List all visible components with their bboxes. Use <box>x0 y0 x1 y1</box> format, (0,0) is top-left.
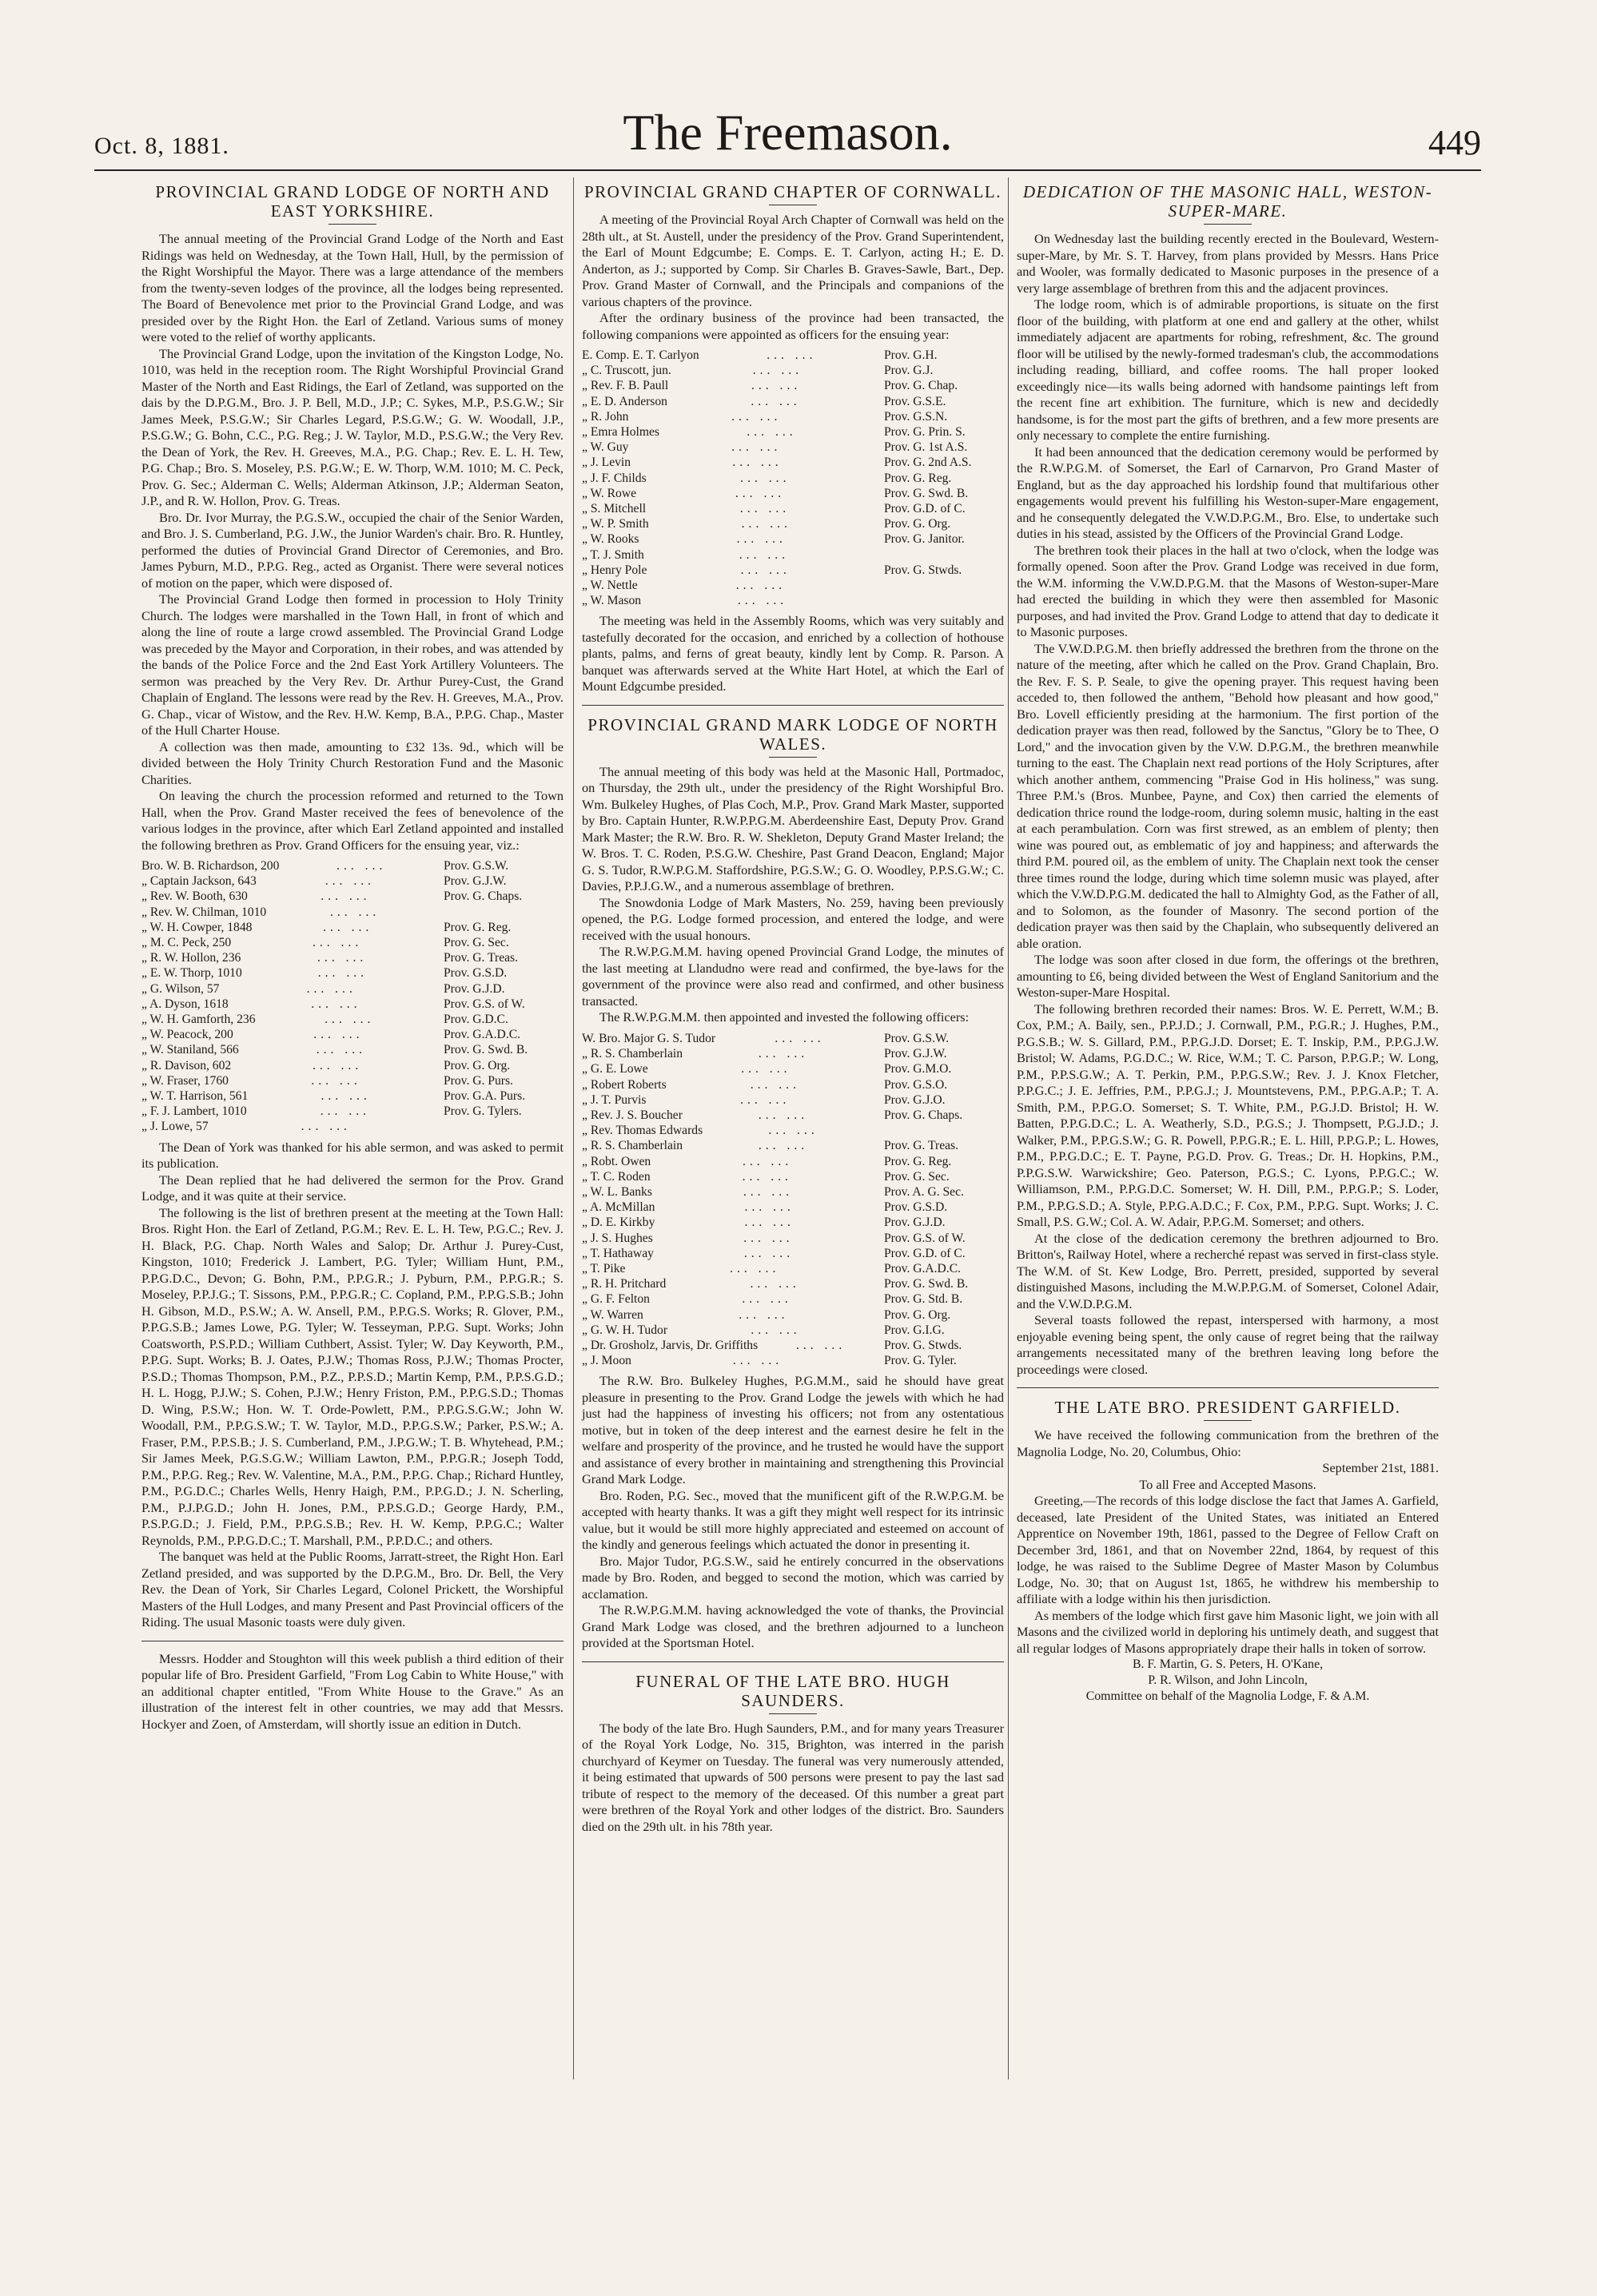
officer-name: „ R. W. Hollon, 236 <box>141 951 241 965</box>
officer-office: Prov. G.J. <box>884 364 934 378</box>
issue-date: Oct. 8, 1881. <box>94 133 229 159</box>
officer-office: Prov. G.S. of W. <box>884 1231 966 1245</box>
leader-dots: ... ... <box>741 517 791 531</box>
leader-dots: ... ... <box>750 1077 800 1092</box>
officer-row <box>141 920 564 935</box>
officer-office: Prov. G. Treas. <box>444 951 518 965</box>
paragraph: At the close of the dedication ceremony the brethren adjourned to Bro. Britton's, Railway Hotel, where a recherché repast was served in first-class style. The W.M. of St. Kew Lodge, Bro. Perrett, presided, supported by several distinguished Masons, including the M.W.P.P.G.M. of Somerset, Colonel Adair, and the V.W.D.P.G.M. <box>1017 1230 1439 1311</box>
paragraph: The meeting was held in the Assembly Rooms, which was very suitably and tastefully decorated for the occasion, and enriched by a collection of hothouse plants, palms, and ferns of great beauty, kindly lent by Comp. R. Parson. A banquet was afterwards served at the White Hart Hotel, at which the Earl of Mount Edgcumbe presided. <box>582 613 1004 694</box>
leader-dots: ... ... <box>740 471 791 485</box>
officer-row <box>582 409 1004 424</box>
paragraph: Bro. Major Tudor, P.G.S.W., said he entirely concurred in the observations made by Bro. Roden, and begged to second the motion, which was carried by acclamation. <box>582 1553 1004 1602</box>
officer-name: „ Henry Pole <box>582 563 647 577</box>
leader-dots: ... ... <box>744 1200 795 1215</box>
paragraph: The R.W.P.G.M.M. then appointed and invested the following officers: <box>599 1009 970 1025</box>
officer-row <box>582 1031 1004 1046</box>
leader-dots: ... ... <box>751 379 802 393</box>
officer-row <box>582 1215 1004 1230</box>
column-divider-2 <box>1008 177 1009 2079</box>
leader-dots: ... ... <box>317 951 368 965</box>
officer-office: Prov. G.A.D.C. <box>884 1262 962 1275</box>
signature-line: B. F. Martin, G. S. Peters, H. O'Kane, <box>1132 1657 1324 1671</box>
officer-row <box>582 1184 1004 1200</box>
newspaper-title: The Freemason. <box>623 104 953 161</box>
officer-office: Prov. G. Org. <box>884 1307 951 1322</box>
paragraph: The body of the late Bro. Hugh Saunders, P.M., and for many years Treasurer of the Royal York Lodge, No. 315, Brighton, was interred in the parish churchyard of Keymer on Tuesday. The funeral was very numerously attended, it being estimated that upwards of 500 persons were present to pay the last sad tribute of respect to the memory of the deceased. Of this number a great part were brethren of the Royal York and other lodges of the district. Bro. Saunders died on the 29th ult. in his 78th year. <box>582 1720 1004 1834</box>
leader-dots: ... ... <box>316 1043 366 1057</box>
article-heading-garfield: THE LATE BRO. PRESIDENT GARFIELD. <box>1054 1398 1401 1417</box>
paragraph: On leaving the church the procession reformed and returned to the Town Hall, when the Prov. Grand Master received the fees of benevolence of the various lodges in the province, after which Earl Zetland appointed and installed the following brethren as Prov. Grand Officers for the ensuing year, viz.: <box>141 788 564 853</box>
officer-row <box>582 1307 1004 1323</box>
leader-dots: ... ... <box>742 1154 793 1168</box>
leader-dots: ... ... <box>311 997 361 1011</box>
officer-name: „ W. Rooks <box>582 532 639 547</box>
officer-row <box>582 593 1004 608</box>
officer-office: Prov. G. Swd. B. <box>444 1043 528 1057</box>
paragraph: The lodge room, which is of admirable proportions, is situate on the first floor of the building, with platform at one end and gallery at the other, whilst immediately adjacent are apartments for robing, refreshment, &c. The ground floor will be utilised by the newly-formed tradesman's club, the accommodations including reading, billiard, and coffee rooms. The hall proper looked exceedingly nice—its walls being adorned with handsome paintings left from the recent fine art exhibition. The furniture, which is new and decidedly handsome, is for the most part the gifts of brethren, and a few more presents are only necessary to complete the entire furnishing. <box>1017 296 1439 443</box>
officer-row <box>582 1123 1004 1138</box>
section-rule <box>582 705 1004 706</box>
officer-name: „ J. F. Childs <box>582 471 647 485</box>
officer-office <box>444 905 564 920</box>
dateline: September 21st, 1881. <box>1322 1460 1439 1475</box>
officer-name: „ W. Nettle <box>582 579 638 593</box>
officer-office: Prov. G. Reg. <box>444 920 512 934</box>
officer-row <box>141 1119 564 1134</box>
officer-row <box>141 905 564 920</box>
officer-name: „ G. Wilson, 57 <box>141 981 220 996</box>
leader-dots: ... ... <box>739 502 791 516</box>
officer-office: Prov. G.J.D. <box>884 1216 946 1230</box>
officer-row <box>141 950 564 965</box>
officer-row <box>582 348 1004 363</box>
officer-name: „ J. Levin <box>582 456 631 470</box>
officer-row <box>582 1291 1004 1307</box>
officer-row <box>582 455 1004 470</box>
article-heading-funeral: FUNERAL OF THE LATE BRO. HUGH SAUNDERS. <box>635 1671 950 1710</box>
officer-office: Prov. G. Sec. <box>884 1169 950 1184</box>
officer-name: „ R. S. Chamberlain <box>582 1139 683 1153</box>
officer-office: Prov. G.D.C. <box>444 1013 508 1027</box>
officer-row <box>141 1088 564 1104</box>
officer-name: „ A. McMillan <box>582 1200 655 1215</box>
paragraph: Several toasts followed the repast, interspersed with harmony, a most enjoyable evening being spent, the only cause of regret being that the railway arrangements necessitated many of the brethren leaving long before the proceedings were closed. <box>1017 1312 1439 1377</box>
officer-row <box>582 1154 1004 1169</box>
officer-name: „ J. Lowe, 57 <box>141 1120 209 1134</box>
officer-row <box>141 889 564 904</box>
officer-row <box>582 547 1004 563</box>
leader-dots: ... ... <box>737 594 788 608</box>
section-rule <box>582 1661 1004 1662</box>
leader-dots: ... ... <box>320 1104 370 1119</box>
officer-name: „ E. D. Anderson <box>582 394 667 408</box>
officer-row <box>582 440 1004 455</box>
leader-dots: ... ... <box>744 1216 795 1230</box>
leader-dots: ... ... <box>301 1120 351 1134</box>
officer-office: Prov. G.M.O. <box>884 1062 952 1076</box>
leader-dots: ... ... <box>736 532 787 547</box>
officer-row <box>582 1108 1004 1123</box>
paragraph: The lodge was soon after closed in due form, the offerings ot the brethren, amounting to £6, being divided between the West of England Sanitorium and the Weston-super-Mare Hospital. <box>1017 952 1439 1000</box>
leader-dots: ... ... <box>311 1073 361 1088</box>
officer-row <box>141 997 564 1012</box>
leader-dots: ... ... <box>317 966 368 981</box>
paragraph: On Wednesday last the building recently erected in the Boulevard, Western-super-Mare, by Mr. S. T. Harvey, from plans provided by Messrs. Hans Price and Wooler, was formally dedicated to Masonic purposes in the presence of a very large assemblage of brethren from this and the adjacent provinces. <box>1017 231 1439 296</box>
officer-office: Prov. G. Stwds. <box>884 1339 962 1353</box>
leader-dots: ... ... <box>735 486 786 500</box>
officer-name: „ W. H. Cowper, 1848 <box>141 920 253 934</box>
leader-dots: ... ... <box>321 1089 371 1104</box>
officer-row <box>582 1323 1004 1338</box>
officer-name: „ E. W. Thorp, 1010 <box>141 966 242 981</box>
officer-name: „ F. J. Lambert, 1010 <box>141 1104 247 1119</box>
leader-dots: ... ... <box>306 981 356 996</box>
officer-office: Prov. G.H. <box>884 348 938 362</box>
officer-name: „ Robert Roberts <box>582 1077 667 1092</box>
officer-name: „ W. T. Harrison, 561 <box>141 1089 249 1104</box>
officer-list <box>141 858 564 1135</box>
signature-line: P. R. Wilson, and John Lincoln, <box>1148 1673 1308 1687</box>
officer-row <box>141 1042 564 1057</box>
officer-office: Prov. G. Std. B. <box>884 1292 963 1307</box>
officer-name: „ W. P. Smith <box>582 517 649 531</box>
leader-dots: ... ... <box>743 1184 794 1199</box>
column-3 <box>1017 176 1439 1705</box>
officer-office: Prov. G. Prin. S. <box>884 425 966 440</box>
officer-office: Prov. G.S.N. <box>884 409 948 424</box>
officer-name: „ W. Fraser, 1760 <box>141 1073 229 1088</box>
leader-dots: ... ... <box>321 889 371 904</box>
officer-row <box>141 965 564 981</box>
officer-row <box>141 1058 564 1073</box>
officer-name: „ J. S. Hughes <box>582 1231 653 1245</box>
officer-row <box>582 1077 1004 1092</box>
officer-row <box>141 935 564 950</box>
salutation: To all Free and Accepted Masons. <box>1139 1476 1316 1492</box>
heading-rule <box>769 1713 817 1714</box>
officer-name: „ S. Mitchell <box>582 502 647 516</box>
leader-dots: ... ... <box>732 456 783 470</box>
officer-office: Prov. G. Reg. <box>884 471 952 485</box>
officer-name: „ Rev. J. S. Boucher <box>582 1108 683 1122</box>
officer-name: „ W. Guy <box>582 440 629 455</box>
leader-dots: ... ... <box>758 1047 809 1061</box>
signature-line: Committee on behalf of the Magnolia Lodge, F. & A.M. <box>1085 1689 1370 1703</box>
column-2 <box>582 176 1004 1835</box>
leader-dots: ... ... <box>337 859 387 873</box>
masthead-rule <box>94 169 1481 171</box>
paragraph: A meeting of the Provincial Royal Arch Chapter of Cornwall was held on the 28th ult., at St. Austell, under the presidency of the Prov. Grand Superintendent, the Earl of Mount Edgcumbe; E. Comps. E. T. Carlyon, acting H.; E. D. Anderton, as J.; supported by Comp. Sir Charles B. Graves-Sawle, Bart., Dep. Prov. Grand Master of Cornwall, and the Principals and companions of the various chapters of the province. <box>582 212 1004 309</box>
officer-row <box>582 1338 1004 1353</box>
officer-name: E. Comp. E. T. Carlyon <box>582 348 699 362</box>
leader-dots: ... ... <box>742 1292 792 1307</box>
masthead <box>94 102 1481 166</box>
leader-dots: ... ... <box>743 1231 794 1245</box>
officer-row <box>141 1104 564 1119</box>
page-number: 449 <box>1428 123 1481 162</box>
officer-name: „ R. S. Chamberlain <box>582 1047 683 1061</box>
officer-name: „ R. Davison, 602 <box>141 1058 232 1072</box>
heading-rule <box>1204 1420 1252 1421</box>
leader-dots: ... ... <box>742 1169 792 1184</box>
officer-office: Prov. G.D. of C. <box>884 502 966 516</box>
officer-row <box>582 1138 1004 1153</box>
officer-row <box>582 563 1004 578</box>
leader-dots: ... ... <box>743 1246 795 1260</box>
paragraph: Bro. Dr. Ivor Murray, the P.G.S.W., occupied the chair of the Senior Warden, and Bro. J. S. Cumberland, P.G. J.W., the Junior Warden's chair. Bro. R. Huntley, performed the duties of Provincial Grand Director of Ceremonies, and Bro. James Pyburn, M.D., P.P.G. Reg., acted as Organist. There were several notices of motion on the paper, which were disposed of. <box>141 509 564 591</box>
officer-name: „ Rev. W. Chilman, 1010 <box>141 905 267 919</box>
paragraph: Messrs. Hodder and Stoughton will this week publish a third edition of their popular life of Bro. President Garfield, "From Log Cabin to White House," with an additional chapter entitled, "From White House to the Grave." As an illustration of the interest felt in other countries, we may add that Messrs. Hockyer and Zoen, of Amsterdam, will shortly issue an edition in Dutch. <box>141 1650 564 1732</box>
officer-name: „ Emra Holmes <box>582 425 659 440</box>
officer-name: „ Rev. W. Booth, 630 <box>141 889 248 904</box>
leader-dots: ... ... <box>758 1139 809 1153</box>
officer-row <box>582 1276 1004 1291</box>
officer-row <box>141 858 564 873</box>
officer-row <box>141 1027 564 1042</box>
officer-office <box>444 1119 564 1134</box>
officer-office: Prov. G. Janitor. <box>884 532 965 547</box>
leader-dots: ... ... <box>739 1307 789 1322</box>
officer-row <box>582 1092 1004 1108</box>
article-heading-dedication: DEDICATION OF THE MASONIC HALL, WESTON-SUPER-MARE. <box>1022 182 1433 221</box>
officer-row <box>141 873 564 889</box>
heading-rule <box>769 757 817 758</box>
paragraph: After the ordinary business of the province had been transacted, the following companions were appointed as officers for the ensuing year: <box>582 310 1004 342</box>
officer-office: Prov. A. G. Sec. <box>884 1184 964 1199</box>
leader-dots: ... ... <box>735 579 787 593</box>
leader-dots: ... ... <box>795 1339 846 1353</box>
officer-office: Prov. G. Sec. <box>444 936 509 950</box>
officer-office: Prov. G. Chap. <box>884 379 958 393</box>
officer-row <box>582 363 1004 378</box>
officer-office: Prov. G. Treas. <box>884 1139 958 1153</box>
officer-row <box>582 1200 1004 1215</box>
leader-dots: ... ... <box>751 1323 801 1337</box>
officer-office: Prov. G. Stwds. <box>884 563 962 577</box>
section-rule <box>1017 1387 1439 1388</box>
officer-office: Prov. G. Org. <box>444 1058 511 1072</box>
officer-name: „ G. W. H. Tudor <box>582 1323 668 1337</box>
officer-name: „ Captain Jackson, 643 <box>141 874 257 889</box>
officer-row <box>582 516 1004 531</box>
officer-office: Prov. G.S.E. <box>884 394 946 408</box>
officer-office: Prov. G.A. Purs. <box>444 1089 526 1104</box>
heading-rule <box>329 224 376 225</box>
officer-office: Prov. G.S.D. <box>444 966 508 981</box>
officer-name: „ Rev. Thomas Edwards <box>582 1124 703 1138</box>
officer-name: „ M. C. Peck, 250 <box>141 936 232 950</box>
leader-dots: ... ... <box>732 1354 783 1368</box>
officer-row <box>582 1246 1004 1261</box>
officer-name: „ Dr. Grosholz, Jarvis, Dr. Griffiths <box>582 1339 759 1353</box>
officer-name: W. Bro. Major G. S. Tudor <box>582 1031 716 1045</box>
leader-dots: ... ... <box>329 905 380 919</box>
paragraph: The R.W. Bro. Bulkeley Hughes, P.G.M.M., said he should have great pleasure in presenting to the Prov. Grand Lodge the jewels with which he had just had the happiness of investing his officers; not from any ostentatious motive, but in token of the deep interest and the earnest desire he felt in the welfare and prosperity of the province, and he trusted he would have the support and assistance of every brother in maintaining and strengthening this Provincial Grand Mark Lodge. <box>582 1373 1004 1487</box>
paragraph: We have received the following communication from the brethren of the Magnolia Lodge, No. 20, Columbus, Ohio: <box>1017 1427 1439 1459</box>
officer-row <box>582 424 1004 440</box>
officer-row <box>582 1231 1004 1246</box>
officer-name: „ T. J. Smith <box>582 547 644 562</box>
officer-office: Prov. G.D. of C. <box>884 1246 966 1260</box>
paragraph: The R.W.P.G.M.M. having opened Provincial Grand Lodge, the minutes of the last meeting at Llandudno were read and confirmed, the bye-laws for the government of the province were also read and confirmed, and other business transacted. <box>582 944 1004 1009</box>
paragraph: The annual meeting of this body was held at the Masonic Hall, Portmadoc, on Thursday, the 29th ult., under the presidency of the Right Worshipful Bro. Wm. Bulkeley Hughes, of Plas Coch, M.P., Prov. Grand Mark Master, supported by Bro. Captain Hunter, R.W.P.P.G.M. Aberdeenshire East, Deputy Prov. Grand Mark Master; the R.W. Bro. R. W. Shekleton, Deputy Grand Master Ireland; the W. Bros. T. C. Roden, P.S.G.W. Cheshire, Past Grand Deacon, England; Major G. S. Tudor, R.W.P.G.M. Staffordshire, P.G.S.W.; G. O. Woodley, P.P.S.G.W.; C. Davies, P.P.J.G.W., and a numerous assemblage of brethren. <box>582 763 1004 894</box>
officer-row <box>582 578 1004 593</box>
paragraph: The brethren took their places in the hall at two o'clock, when the lodge was formally opened. Soon after the Prov. Grand Lodge was received in due form, the W.M. informing the V.W.D.P.G.M. that the Masons of Weston-super-Mare had erected the building in which they were then assembled for Masonic purposes, and had invited the Prov. Grand Lodge to attend that day to dedicate it to Masonic purposes. <box>1017 542 1439 639</box>
leader-dots: ... ... <box>323 920 373 934</box>
leader-dots: ... ... <box>312 1058 363 1072</box>
paragraph: The following brethren recorded their names: Bros. W. E. Perrett, W.M.; B. Cox, P.M.; A. Baily, sen., P.P.J.D.; J. Cornwall, P.M., P.G.R.; J. Hughes, P.M., P.G.S.B.; W. S. Gillard, P.M., P.P.G.J.D. Dorset; E. T. Inskip, P.M., P.P.G.J.W. Bristol; W. Adams, P.G.D.C.; W. Rice, W.M.; T. C. Parson, P.P.G.P.; W. Long, P.M., P.P.S.G.W.; A. T. Perkin, P.M., P.P.G.S.W.; Rev. J. J. Knox Fletcher, P.P.G.C.; J. E. Jeffries, P.M., P.P.G.J.; J. Mountstevens, P.M., P.P.G.A.P.; T. A. Smith, P.M., P.P.G.O. Somerset; S. T. White, P.M., P.G.J.D. Bristol; H. W. Batten, P.P.G.D.C.; L. A. Weatherly, S.D., P.G.S.; J. Thompsett, P.G.J.D.; J. Walker, P.M., P.P.G.S.W.; G. R. Powell, P.P.G.R.; E. L. Hill, P.P.G.P.; L. Howes, P.M., P.P.G.D.C.; E. T. Payne, P.G.D. Prov. G. Treas.; Dr. H. Hopkins, P.M., P.P.G.S.W. Warwickshire; Geo. Paterson, P.G.S.; C. Lyons, P.P.G.C.; W. Williamson, P.M., P.P.G.D.C. Somerset; W. H. Dill, P.M., P.P.G.P.; S. Loder, P.M., P.P.G.S.D.; A. Style, P.P.G.A.D.C.; F. Cox, P.M., P.P.G. Supt. Works; J. C. Small, P.S. G.W.; Col. A. W. Adair, P.P.G.M. Somerset; and others. <box>1017 1001 1439 1229</box>
officer-office: Prov. G. Tylers. <box>444 1104 522 1119</box>
officer-name: „ G. E. Lowe <box>582 1062 648 1076</box>
leader-dots: ... ... <box>740 563 791 577</box>
officer-office: Prov. G. Reg. <box>884 1154 952 1168</box>
officer-office: Prov. G.S.W. <box>884 1031 950 1045</box>
paragraph: Greeting,—The records of this lodge disclose the fact that James A. Garfield, deceased, late President of the United States, was initiated an Entered Apprentice on November 19th, 1861, passed to the Degree of Fellow Craft on December 3rd, 1861, and that on November 22nd, 1864, by request of this lodge, he was raised to the Sublime Degree of Master Mason by Columbus Lodge, No. 30; that on August 1st, 1865, he withdrew his membership to affiliate with a lodge within his then jurisdiction. <box>1017 1493 1439 1606</box>
leader-dots: ... ... <box>325 874 376 889</box>
officer-row <box>582 531 1004 547</box>
officer-name: „ W. H. Gamforth, 236 <box>141 1013 256 1027</box>
leader-dots: ... ... <box>751 394 801 408</box>
paragraph: The Snowdonia Lodge of Mark Masters, No. 259, having been previously opened, the P.G. Lodge formed procession, and entered the lodge, and were received with the usual honours. <box>582 894 1004 943</box>
officer-row <box>582 1046 1004 1061</box>
leader-dots: ... ... <box>775 1031 825 1045</box>
paragraph: It had been announced that the dedication ceremony would be performed by the R.W.P.G.M. of Somerset, the Earl of Carnarvon, Pro Grand Master of England, but as the day approached his lordship found that multifarious other engagements would prevent his fulfilling his Weston-super-Mare engagement, and he consequently delegated the V.W.D.P.G.M., Bro. Else, to undertake such duties in his stead, assisted by the Officers of the Provincial Grand Lodge. <box>1017 444 1439 541</box>
officer-name: „ A. Dyson, 1618 <box>141 997 229 1011</box>
officer-office: Prov. G.J.D. <box>444 981 505 996</box>
officer-list <box>582 1031 1004 1368</box>
paragraph: The Provincial Grand Lodge, upon the invitation of the Kingston Lodge, No. 1010, was held in the reception room. The Right Worshipful Provincial Grand Master of the North and East Ridings, the Earl of Zetland, was supported on the dais by the D.P.G.M., Bro. J. P. Bell, M.D., J.P.; C. Sykes, M.P., P.S.G.W.; Sir James Meek, P.S.G.W.; Sir Charles Legard, P.S.G.W.; G. W. Woodall, J.P., P.S.G.W.; G. Bohn, C.C., P.G. Reg.; J. W. Taylor, M.D., P.S.G.W.; the Very Rev. the Dean of York, the Rev. H. Greeves, M.A., P.G. Chap.; Rev. E. L. H. Tew, P.G. Chap.; Bro. S. Moseley, P.S. P.G.W.; E. W. Thorp, W.M. 1010; M. C. Peck, Prov. G. Sec.; Alderman C. Wells; Alderman Atkinson, J.P.; Alderman Seaton, J.P., and R. W. Hollon, Prov. G. Treas. <box>141 345 564 508</box>
officer-office <box>884 547 1004 563</box>
officer-office: Prov. G. 1st A.S. <box>884 440 968 455</box>
officer-name: Bro. W. B. Richardson, 200 <box>141 859 280 873</box>
officer-office: Prov. G. Chaps. <box>444 889 523 904</box>
leader-dots: ... ... <box>730 1262 780 1275</box>
officer-name: „ W. Rowe <box>582 486 637 500</box>
leader-dots: ... ... <box>758 1108 809 1122</box>
leader-dots: ... ... <box>312 936 363 950</box>
officer-row <box>141 1012 564 1027</box>
paragraph: The following is the list of brethren present at the meeting at the Town Hall: Bros. Right Hon. the Earl of Zetland, P.G.M.; Rev. E. L. H. Tew, P.G.C.; Rev. J. H. Black, P.G. Chap. North Wales and Salop; Dr. Arthur J. Purey-Cust, Kingston, 1010; Frederick J. Lambert, P.G. Tyler; William Hunt, P.M., P.P.G.D.C., Devon; G. Bohn, P.M., P.P.G.R.; J. Pyburn, P.M., P.P.G.R.; S. Moseley, P.P.J.G.; T. Sissons, P.M., P.P.G.R.; C. Copland, P.M., P.P.G.S.B.; John H. Gibson, M.D., P.S.W.; A. W. Ansell, P.M., P.P.G.S. Works; R. Glover, P.M., P.P.G.S.B.; James Lowe, P.G. Tyler; W. Tesseyman, P.P.G. Supt. Works; John Coatsworth, P.S.P.D.; William Cuthbert, Assist. Tyler; W. Day Keyworth, P.M., P.P.G. Supt. Works; B. J. Oates, P.J.W.; Thomas Ross, P.J.W.; Thomas Procter, P.S.D.; Thomas Thompson, P.M., P.Z., P.P.S.D.; Martin Kemp, P.M., P.P.S.G.D.; H. L. Hogg, P.J.W.; S. Cohen, P.J.W.; Henry Friston, P.M., P.P.G.S.D.; Thomas D. Wing, P.S.W.; Hon. W. T. Orde-Powlett, P.M., P.P.G.S.G.W.; John W. Woodall, P.M., P.P.G.S.W.; T. W. Taylor, M.D., P.P.G.S.W.; Parker, P.S.W.; A. Fraser, P.M., P.P.S.B.; J. S. Cumberland, P.M., J.P.G.W.; T. B. Whytehead, P.M.; Sir James Meek, P.G.S.G.W.; William Lawton, P.M., P.P.G.R.; Joseph Todd, P.M., P.P.G. Reg.; Rev. W. Valentine, M.A., P.M., P.P.G. Chap.; Richard Huntley, P.M., P.G.D.C.; Charles Wells, Henry Haigh, P.M., P.P.G.D.; J. N. Scherling, P.M., P.J.P.G.D.; John H. Jones, P.M., P.P.S.G.D.; George Hardy, P.M., P.S.P.G.D.; J. Field, P.M., P.P.G.S.B.; Rev. H. W. Kemp, P.P.G.C.; Walter Reynolds, P.M., P.P.G.D.C.; T. Marshall, P.M., P.P.D.C.; and others. <box>141 1204 564 1548</box>
officer-office: Prov. G.J.W. <box>884 1047 947 1061</box>
heading-rule <box>1204 224 1252 225</box>
article-heading-north-wales: PROVINCIAL GRAND MARK LODGE OF NORTH WALES. <box>587 714 998 754</box>
officer-row <box>582 394 1004 409</box>
leader-dots: ... ... <box>740 1092 791 1107</box>
officer-office: Prov. G. Tyler. <box>884 1354 957 1368</box>
officer-office: Prov. G.J.W. <box>444 874 507 889</box>
paragraph: The Provincial Grand Lodge then formed in procession to Holy Trinity Church. The lodges were marshalled in the Town Hall, in front of which and along the line of route a large crowd assembled. The Provincial Grand Lodge was preceded by the Mayor and Corporation, in their robes, and was attended by the bands of the Police Force and the 2nd East York Artillery Volunteers. The sermon was preached by the Very Rev. Dr. Arthur Purey-Cust, the Grand Chaplain of England. The lessons were read by the Rev. H. Greeves, M.A., Prov. G. Chap., vicar of Wistow, and the Rev. H.W. Kemp, B.A., P.P.G. Chap., Master of the Hull Charter House. <box>141 591 564 738</box>
officer-office <box>884 1123 1004 1138</box>
officer-office: Prov. G.S. of W. <box>444 997 525 1011</box>
officer-row <box>582 1353 1004 1368</box>
officer-row <box>141 981 564 997</box>
leader-dots: ... ... <box>325 1013 375 1027</box>
officer-office: Prov. G.S.W. <box>444 859 509 873</box>
officer-office: Prov. G.J.O. <box>884 1092 946 1107</box>
officer-name: „ J. Moon <box>582 1354 631 1368</box>
paragraph: The Dean of York was thanked for his able sermon, and was asked to permit its publication. <box>141 1139 564 1172</box>
leader-dots: ... ... <box>731 440 782 455</box>
officer-name: „ T. Hathaway <box>582 1246 654 1260</box>
leader-dots: ... ... <box>767 348 817 362</box>
officer-office <box>884 578 1004 593</box>
column-1 <box>141 176 564 1733</box>
officer-office: Prov. G.S.D. <box>884 1200 948 1215</box>
officer-name: „ T. Pike <box>582 1262 626 1275</box>
paragraph: The annual meeting of the Provincial Grand Lodge of the North and East Ridings was held on Wednesday, at the Town Hall, Hull, by the permission of the Right Worshipful the Mayor. There was a large attendance of the members from the twenty-seven lodges of the province, all the lodges being represented. The Board of Benevolence met prior to the Provincial Grand Lodge, and was presided over by the Right Hon. the Earl of Zetland. Various sums of money were voted to the relief of worthy applicants. <box>141 231 564 344</box>
paragraph: A collection was then made, amounting to £32 13s. 9d., which will be divided between the Holy Trinity Church Restoration Fund and the Masonic Charities. <box>141 738 564 787</box>
column-divider-1 <box>573 177 574 2079</box>
officer-name: „ W. Warren <box>582 1307 643 1322</box>
officer-name: „ R. John <box>582 409 629 424</box>
paragraph: Bro. Roden, P.G. Sec., moved that the munificent gift of the R.W.P.G.M. be accepted with hearty thanks. It was a gift they might well respect for its intrinsic value, but it would be still more highly appreciated and esteemed on account of the kindly and generous feelings which actuated the donor in presenting it. <box>582 1487 1004 1553</box>
article-heading-cornwall: PROVINCIAL GRAND CHAPTER OF CORNWALL. <box>584 182 1002 201</box>
officer-name: „ J. T. Purvis <box>582 1092 647 1107</box>
officer-name: „ T. C. Roden <box>582 1169 651 1184</box>
officer-office <box>884 593 1004 608</box>
officer-office: Prov. G. Chaps. <box>884 1108 963 1122</box>
paragraph: The V.W.D.P.G.M. then briefly addressed the brethren from the throne on the nature of the meeting, after which he called on the Prov. Grand Chaplain, Bro. the Rev. F. S. P. Seale, to give the opening prayer. This request having been acceded to, then followed the anthem, "Behold how pleasant and how good," Bro. Lovell efficiently presiding at the harmonium. The first portion of the dedication prayer was then read, followed by the Sanctus, "Glory be to Thee, O Lord," and the invocation given by the V.W. D.P.G.M., the brethren meanwhile turning to the east. The Chaplain next read portions of the Holy Scriptures, after which another anthem, commencing "Praise God in His holiness," was sung. Three P.M.'s (Bros. Munbee, Payne, and Cox) then carried the elements of dedication thrice round the lodge-room, during solemn music, halting in the east at each perambulation. Corn was first strewed, as an emblem of plenty; then wine was poured out, as emblematic of joy and happiness; and afterwards the third P.M. poured oil, as the emblem of unity. The Chaplain next took the censer three times round the lodge, during which time solemn music was played, after which the V.W.D.P.G.M. dedicated the hall to Almighty God, as the Father of all, and to Solomon, as the founder of Masonry. The second portion of the dedication prayer was then said by the Chaplain, who subsequently delivered an able oration. <box>1017 640 1439 951</box>
officer-name: „ W. L. Banks <box>582 1184 652 1199</box>
leader-dots: ... ... <box>313 1028 364 1042</box>
paragraph: The banquet was held at the Public Rooms, Jarratt-street, the Right Hon. Earl Zetland presided, and was supported by the D.P.G.M., Bro. Dr. Bell, the Very Rev. the Dean of York, Sir Charles Legard, Colonel Prickett, the Worshipful Masters of the Hull Lodges, and many Present and Past Provincial officers of the Riding. The usual Masonic toasts were duly given. <box>141 1549 564 1630</box>
paragraph: The R.W.P.G.M.M. having acknowledged the vote of thanks, the Provincial Grand Mark Lodge was closed, and the brethren adjourned to a luncheon provided at the Sportsman Hotel. <box>582 1602 1004 1651</box>
officer-row <box>582 1261 1004 1276</box>
officer-name: „ D. E. Kirkby <box>582 1216 655 1230</box>
officer-row <box>141 1073 564 1088</box>
officer-name: „ W. Staniland, 566 <box>141 1043 239 1057</box>
officer-name: „ Robt. Owen <box>582 1154 651 1168</box>
officer-office: Prov. G. Org. <box>884 517 951 531</box>
leader-dots: ... ... <box>752 364 803 378</box>
officer-office: Prov. G.I.G. <box>884 1323 945 1337</box>
leader-dots: ... ... <box>750 1277 800 1291</box>
officer-name: „ G. F. Felton <box>582 1292 650 1307</box>
leader-dots: ... ... <box>731 409 782 424</box>
officer-office: Prov. G. Swd. B. <box>884 486 969 500</box>
officer-office: Prov. G. 2nd A.S. <box>884 456 972 470</box>
officer-office: Prov. G. Purs. <box>444 1073 513 1088</box>
officer-row <box>582 501 1004 516</box>
officer-office: Prov. G.A.D.C. <box>444 1028 521 1042</box>
officer-name: „ W. Peacock, 200 <box>141 1028 233 1042</box>
officer-name: „ W. Mason <box>582 594 642 608</box>
leader-dots: ... ... <box>747 425 797 440</box>
officer-row <box>582 1169 1004 1184</box>
officer-row <box>582 1061 1004 1076</box>
paragraph: The Dean replied that he had delivered the sermon for the Prov. Grand Lodge, and it was quite at their service. <box>141 1172 564 1204</box>
officer-row <box>582 378 1004 393</box>
article-heading-yorkshire: PROVINCIAL GRAND LODGE OF NORTH AND EAST YORKSHIRE. <box>155 182 550 221</box>
officer-name: „ C. Truscott, jun. <box>582 364 671 378</box>
leader-dots: ... ... <box>741 1062 791 1076</box>
officer-name: „ R. H. Pritchard <box>582 1277 667 1291</box>
officer-office: Prov. G. Swd. B. <box>884 1277 969 1291</box>
officer-name: „ Rev. F. B. Paull <box>582 379 669 393</box>
officer-list <box>582 348 1004 608</box>
officer-row <box>582 486 1004 501</box>
officer-office: Prov. G.S.O. <box>884 1077 948 1092</box>
paragraph: As members of the lodge which first gave him Masonic light, we join with all Masons and the civilized world in deploring his untimely death, and suggest that all regular lodges of Masons appropriately drape their halls in token of sorrow. <box>1017 1607 1439 1656</box>
officer-row <box>582 471 1004 486</box>
leader-dots: ... ... <box>739 547 790 562</box>
leader-dots: ... ... <box>768 1124 818 1138</box>
